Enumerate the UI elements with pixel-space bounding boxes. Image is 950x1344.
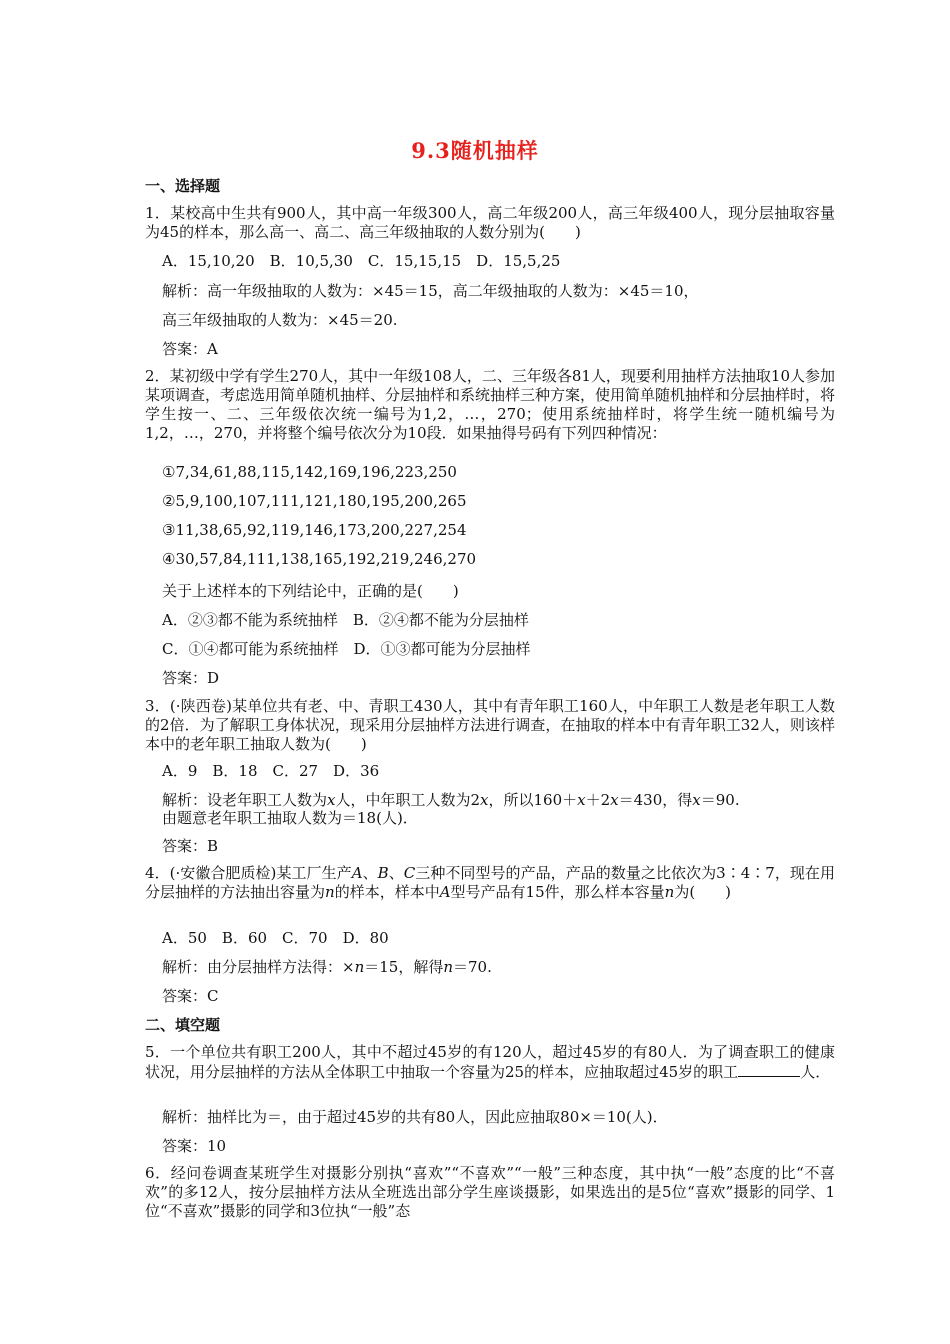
- question-2-stem: 2．某初级中学有学生270人，其中一年级108人，二、三年级各81人，现要利用抽样方法抽取10人参加某项调查，考虑选用简单随机抽样、分层抽样和系统抽样三种方案，使用简单随机抽样和分层抽样时，将学生按一、二、三年级依次统一编号为1,2，…，270；使用系统抽样时，将学生统一随机编号为1,2，…，270，并将整个编号依次分为10段．如果抽得号码有下列四种情况：: [145, 367, 836, 442]
- question-5-answer: 答案：10: [162, 1137, 227, 1155]
- question-5-stem: 5．一个单位共有职工200人，其中不超过45岁的有120人，超过45岁的有80人．为了调查职工的健康状况，用分层抽样的方法从全体职工中抽取一个容量为25的样本，应抽取超过45岁的职工 人．: [145, 1043, 835, 1081]
- question-2-options-ab: A．②③都不能为系统抽样 B．②④都不能为分层抽样: [162, 611, 529, 629]
- question-4-options: A．50 B．60 C．70 D．80: [162, 929, 389, 947]
- question-6-stem: 6．经问卷调查某班学生对摄影分别执“喜欢”“不喜欢”“一般”三种态度，其中执“一般”态度的比“不喜欢”的多12人，按分层抽样方法从全班选出部分学生座谈摄影，如果选出的是5位“喜欢”摄影的同学、1位“不喜欢”摄影的同学和3位执“一般”态: [145, 1164, 835, 1220]
- question-1-options: A．15,10,20 B．10,5,30 C．15,15,15 D．15,5,25: [162, 252, 561, 270]
- question-2-case-4: ④30,57,84,111,138,165,192,219,246,270: [162, 550, 477, 568]
- question-1-answer: 答案：A: [162, 340, 218, 358]
- question-4-analysis: 解析：由分层抽样方法得：×n＝15，解得n＝70.: [162, 958, 492, 976]
- question-3-analysis-cont: 由题意老年职工抽取人数为＝18(人)．: [162, 809, 418, 827]
- question-3-answer: 答案：B: [162, 837, 219, 855]
- question-2-case-3: ③11,38,65,92,119,146,173,200,227,254: [162, 521, 467, 539]
- question-3-options: A．9 B．18 C．27 D．36: [162, 762, 380, 780]
- question-4-stem: 4．(·安徽合肥质检)某工厂生产A、B、C三种不同型号的产品，产品的数量之比依次为3∶4∶7，现在用分层抽样的方法抽出容量为n的样本，样本中A型号产品有15件，那么样本容量n为( ): [145, 864, 835, 901]
- question-5-analysis: 解析：抽样比为＝，由于超过45岁的共有80人，因此应抽取80×＝10(人)．: [162, 1108, 668, 1126]
- section-heading-choice: 一、选择题: [145, 177, 221, 195]
- question-1-stem: 1．某校高中生共有900人，其中高一年级300人，高二年级200人，高三年级400人，现分层抽取容量为45的样本，那么高一、高二、高三年级抽取的人数分别为( ): [145, 204, 835, 241]
- question-2-case-2: ②5,9,100,107,111,121,180,195,200,265: [162, 492, 467, 510]
- question-1-analysis: 解析：高一年级抽取的人数为：×45＝15，高二年级抽取的人数为：×45＝10，: [162, 282, 699, 300]
- question-2-ask: 关于上述样本的下列结论中，正确的是( ): [162, 582, 459, 600]
- question-2-answer: 答案：D: [162, 669, 220, 687]
- answer-blank[interactable]: [738, 1062, 800, 1077]
- question-3-analysis: 解析：设老年职工人数为x人，中年职工人数为2x，所以160＋x＋2x＝430，得x＝90.: [162, 791, 740, 809]
- question-4-answer: 答案：C: [162, 987, 219, 1005]
- section-heading-fill: 二、填空题: [145, 1016, 221, 1034]
- question-3-stem: 3．(·陕西卷)某单位共有老、中、青职工430人，其中有青年职工160人，中年职工人数是老年职工人数的2倍．为了解职工身体状况，现采用分层抽样方法进行调查，在抽取的样本中有青年职工32人，则该样本中的老年职工抽取人数为( ): [145, 697, 835, 753]
- question-2-options-cd: C．①④都可能为系统抽样 D．①③都可能为分层抽样: [162, 640, 531, 658]
- page-title: 9.3随机抽样: [411, 138, 539, 163]
- question-1-analysis-cont: 高三年级抽取的人数为：×45＝20.: [162, 311, 398, 329]
- question-2-case-1: ①7,34,61,88,115,142,169,196,223,250: [162, 463, 457, 481]
